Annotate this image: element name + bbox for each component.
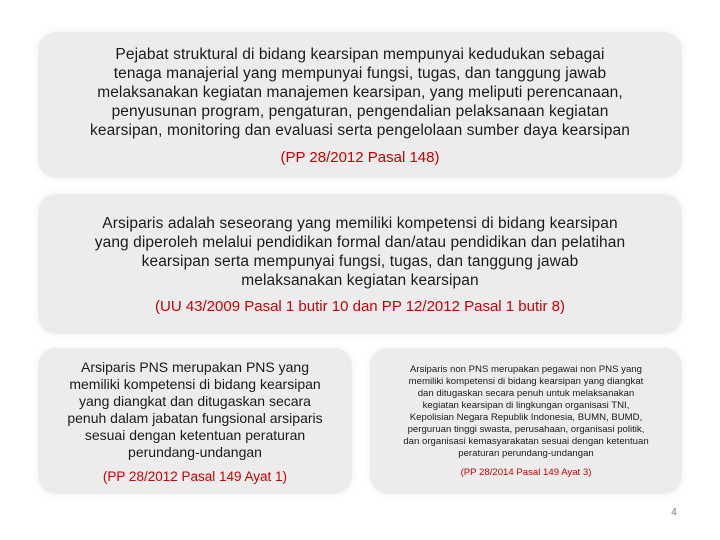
- legal-citation: (PP 28/2012 Pasal 149 Ayat 1): [102, 468, 288, 484]
- legal-citation: (UU 43/2009 Pasal 1 butir 10 dan PP 12/2012 Pasal 1 butir 8): [155, 297, 565, 315]
- definition-box-arsiparis-non-pns: [370, 348, 682, 494]
- definition-text: Pejabat struktural di bidang kearsipan mempunyai kedudukan sebagai tenaga manajerial yang mempunyai fungsi, tugas, dan tanggung jawab melaksanakan kegiatan manajemen kearsipan, yang meliputi perencanaan, penyusunan program, pengaturan, pengendalian pelaksanaan kegiatan kearsipan, monitoring dan evaluasi serta pengelolaan sumber daya kearsipan: [90, 45, 630, 139]
- definition-box-struktural: [38, 32, 682, 178]
- legal-citation: (PP 28/2012 Pasal 148): [280, 148, 440, 166]
- definition-text: Arsiparis adalah seseorang yang memiliki kompetensi di bidang kearsipan yang diperoleh melalui pendidikan formal dan/atau pendidikan dan pelatihan kearsipan serta mempunyai fungsi, tugas, dan tanggung jawab melaksanakan kegiatan kearsipan: [94, 214, 626, 289]
- definition-text: Arsiparis PNS merupakan PNS yang memiliki kompetensi di bidang kearsipan yang diangkat dan ditugaskan secara penuh dalam jabatan fungsional arsiparis sesuai dengan ketentuan peraturan perundang-undangan: [67, 358, 323, 460]
- definition-box-arsiparis: [38, 194, 682, 334]
- definition-text: Arsiparis non PNS merupakan pegawai non PNS yang memiliki kompetensi di bidang kearsipan yang diangkat dan ditugaskan secara penuh untuk melaksanakan kegiatan kearsipan di lingkungan organisasi TNI, Kepolisian Negara Republik Indonesia, BUMN, BUMD, perguruan tinggi swasta, perusahaan, organisasi politik, dan organisasi kemasyarakatan sesuai dengan ketentuan peraturan perundang-undangan: [403, 364, 649, 459]
- definition-box-arsiparis-pns: [38, 348, 352, 494]
- legal-citation: (PP 28/2014 Pasal 149 Ayat 3): [460, 467, 592, 478]
- page-number: 4: [671, 507, 677, 518]
